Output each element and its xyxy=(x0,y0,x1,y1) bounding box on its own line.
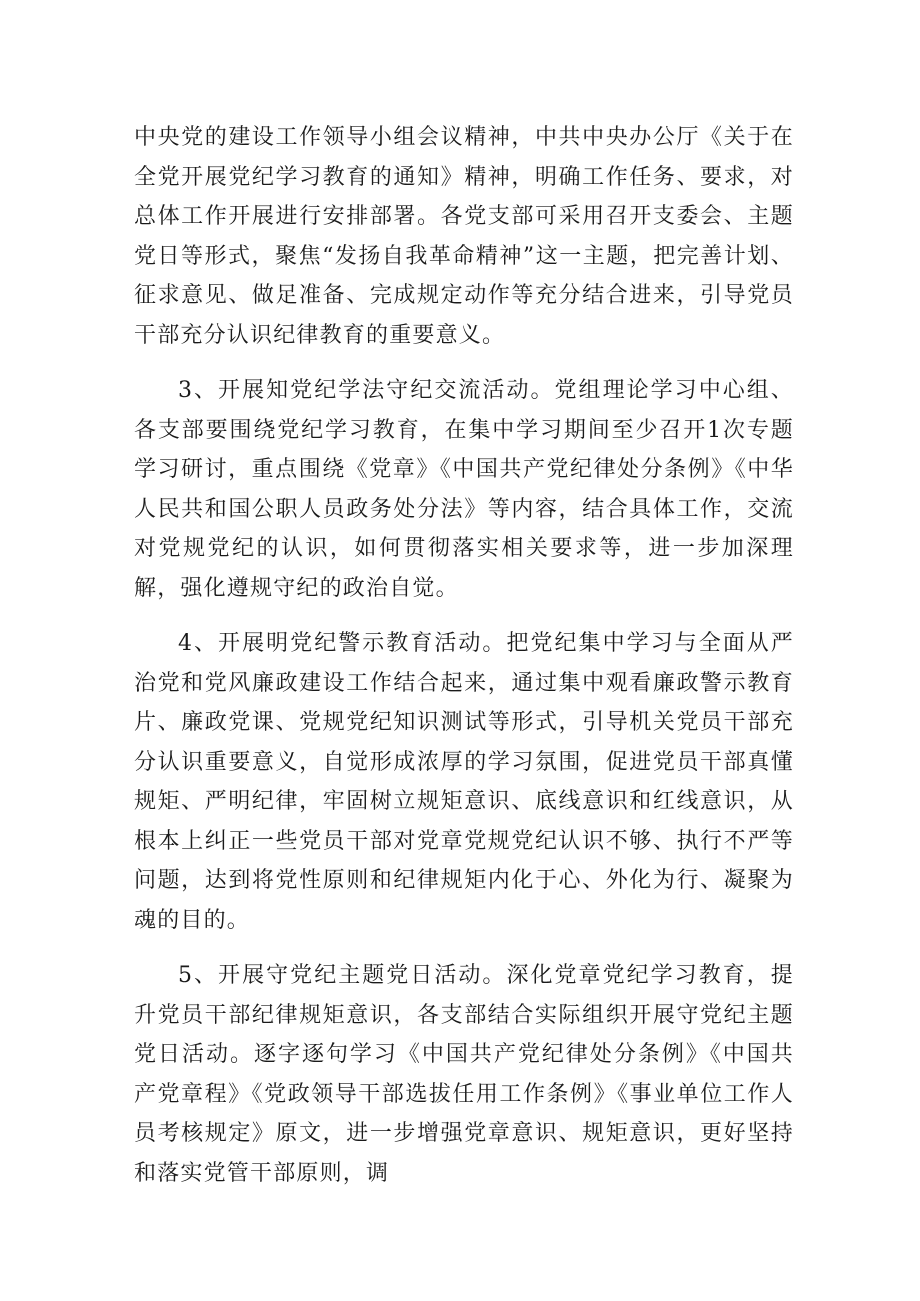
document-body xyxy=(134,118,794,1209)
paragraph-item-4: 4、开展明党纪警示教育活动。把党纪集中学习与全面从严治党和党风廉政建设工作结合起来，通过集中观看廉政警示教育片、廉政党课、党规党纪知识测试等形式，引导机关党员干部充分认识重要意义，自觉形成浓厚的学习氛围，促进党员干部真懂规矩、严明纪律，牢固树立规矩意识、底线意识和红线意识，从根本上纠正一些党员干部对党章党规党纪认识不够、执行不严等问题，达到将党性原则和纪律规矩内化于心、外化为行、凝聚为魂的目的。 xyxy=(134,631,794,933)
paragraph-item-5: 5、开展守党纪主题党日活动。深化党章党纪学习教育，提升党员干部纪律规矩意识，各支部结合实际组织开展守党纪主题党日活动。逐字逐句学习《中国共产党纪律处分条例》《中国共产党章程》《党政领导干部选拔任用工作条例》《事业单位工作人员考核规定》原文，进一步增强党章意识、规矩意识，更好坚持和落实党管干部原则，调 xyxy=(134,963,794,1186)
paragraph-continuation: 中央党的建设工作领导小组会议精神，中共中央办公厅《关于在全党开展党纪学习教育的通知》精神，明确工作任务、要求，对总体工作开展进行安排部署。各党支部可采用召开支委会、主题党日等形式，聚焦“发扬自我革命精神”这一主题，把完善计划、征求意见、做足准备、完成规定动作等充分结合进来，引导党员干部充分认识纪律教育的重要意义。 xyxy=(134,125,794,348)
paragraph-item-3: 3、开展知党纪学法守纪交流活动。党组理论学习中心组、各支部要围绕党纪学习教育，在集中学习期间至少召开1次专题学习研讨，重点围绕《党章》《中国共产党纪律处分条例》《中华人民共和国公职人员政务处分法》等内容，结合具体工作，交流对党规党纪的认识，如何贯彻落实相关要求等，进一步加深理解，强化遵规守纪的政治自觉。 xyxy=(134,378,794,601)
